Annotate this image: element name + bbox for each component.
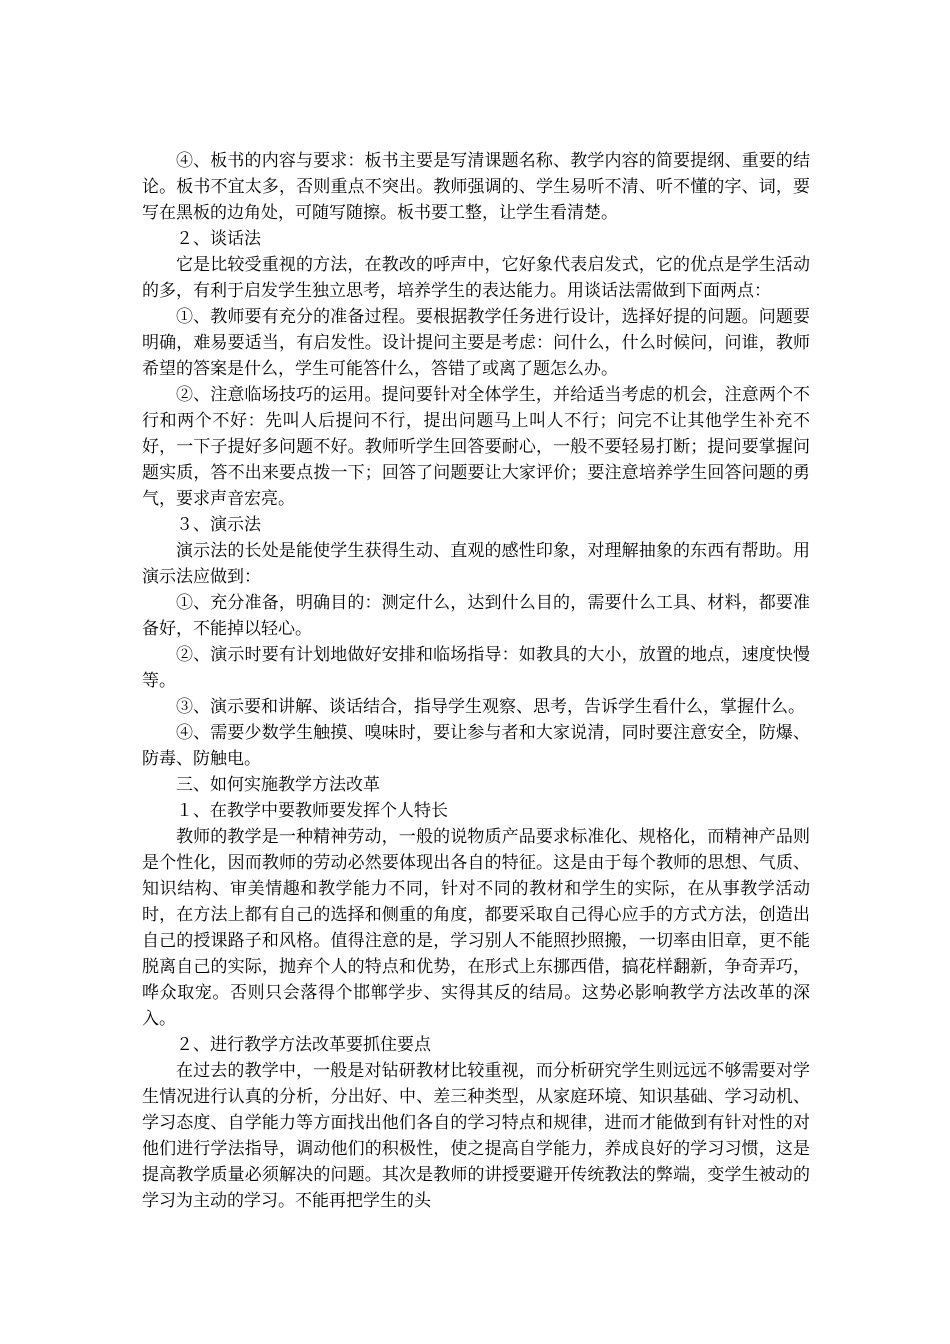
heading-demonstration-method: ３、演示法 bbox=[176, 515, 261, 535]
heading-key-points: ２、进行教学方法改革要抓住要点 bbox=[176, 1035, 431, 1055]
heading-conversation-method: ２、谈话法 bbox=[176, 229, 261, 249]
paragraph-demonstration-intro: 演示法的长处是能使学生获得生动、直观的感性印象，对理解抽象的东西有帮助。用演示法应做到： bbox=[142, 541, 810, 587]
heading-personal-strengths: １、在教学中要教师要发挥个人特长 bbox=[176, 801, 448, 821]
paragraph-demonstration-point-4: ④、需要少数学生触摸、嗅味时，要让参与者和大家说清，同时要注意安全，防爆、防毒、防触电。 bbox=[142, 723, 810, 769]
paragraph-demonstration-point-1: ①、充分准备，明确目的：测定什么，达到什么目的，需要什么工具、材料，都要准备好，不能掉以轻心。 bbox=[142, 593, 810, 639]
paragraph-personal-strengths: 教师的教学是一种精神劳动，一般的说物质产品要求标准化、规格化，而精神产品则是个性化，因而教师的劳动必然要体现出各自的特征。这是由于每个教师的思想、气质、知识结构、审美情趣和教学能力不同，针对不同的教材和学生的实际，在从事教学活动时，在方法上都有自己的选择和侧重的角度，都要采取自己得心应手的方式方法，创造出自己的授课路子和风格。值得注意的是，学习别人不能照抄照搬，一切率由旧章，更不能脱离自己的实际，抛弃个人的特点和优势，在形式上东挪西借，搞花样翻新，争奇弄巧，哗众取宠。否则只会落得个邯郸学步、实得其反的结局。这势必影响教学方法改革的深入。 bbox=[142, 827, 810, 1029]
paragraph-blackboard-requirements: ④、板书的内容与要求：板书主要是写清课题名称、教学内容的简要提纲、重要的结论。板书不宜太多，否则重点不突出。教师强调的、学生易听不清、听不懂的字、词，要写在黑板的边角处，可随写随擦。板书要工整，让学生看清楚。 bbox=[142, 151, 810, 223]
paragraph-conversation-point-1: ①、教师要有充分的准备过程。要根据教学任务进行设计，选择好提的问题。问题要明确，难易要适当，有启发性。设计提问主要是考虑：问什么，什么时候问，问谁，教师希望的答案是什么，学生可能答什么，答错了或离了题怎么办。 bbox=[142, 307, 810, 379]
document-page bbox=[142, 148, 810, 1214]
paragraph-demonstration-point-2: ②、演示时要有计划地做好安排和临场指导：如教具的大小，放置的地点，速度快慢等。 bbox=[142, 645, 810, 691]
paragraph-conversation-intro: 它是比较受重视的方法，在教改的呼声中，它好象代表启发式，它的优点是学生活动的多，有利于启发学生独立思考，培养学生的表达能力。用谈话法需做到下面两点： bbox=[142, 255, 810, 301]
paragraph-key-points: 在过去的教学中，一般是对钻研教材比较重视，而分析研究学生则远远不够需要对学生情况进行认真的分析，分出好、中、差三种类型，从家庭环境、知识基础、学习动机、学习态度、自学能力等方面找出他们各自的学习特点和规律，进而才能做到有针对性的对他们进行学法指导，调动他们的积极性，使之提高自学能力，养成良好的学习习惯，这是提高教学质量必须解决的问题。其次是教师的讲授要避开传统教法的弊端，变学生被动的学习为主动的学习。不能再把学生的头 bbox=[142, 1061, 810, 1211]
paragraph-demonstration-point-3: ③、演示要和讲解、谈话结合，指导学生观察、思考，告诉学生看什么，掌握什么。 bbox=[176, 697, 805, 717]
paragraph-conversation-point-2: ②、注意临场技巧的运用。提问要针对全体学生，并给适当考虑的机会，注意两个不行和两个不好：先叫人后提问不行，提出问题马上叫人不行；问完不让其他学生补充不好，一下子提好多问题不好。教师听学生回答要耐心，一般不要轻易打断；提问要掌握问题实质，答不出来要点拨一下；回答了问题要让大家评价；要注意培养学生回答问题的勇气，要求声音宏亮。 bbox=[142, 385, 810, 509]
heading-section-three: 三、如何实施教学方法改革 bbox=[176, 775, 380, 795]
